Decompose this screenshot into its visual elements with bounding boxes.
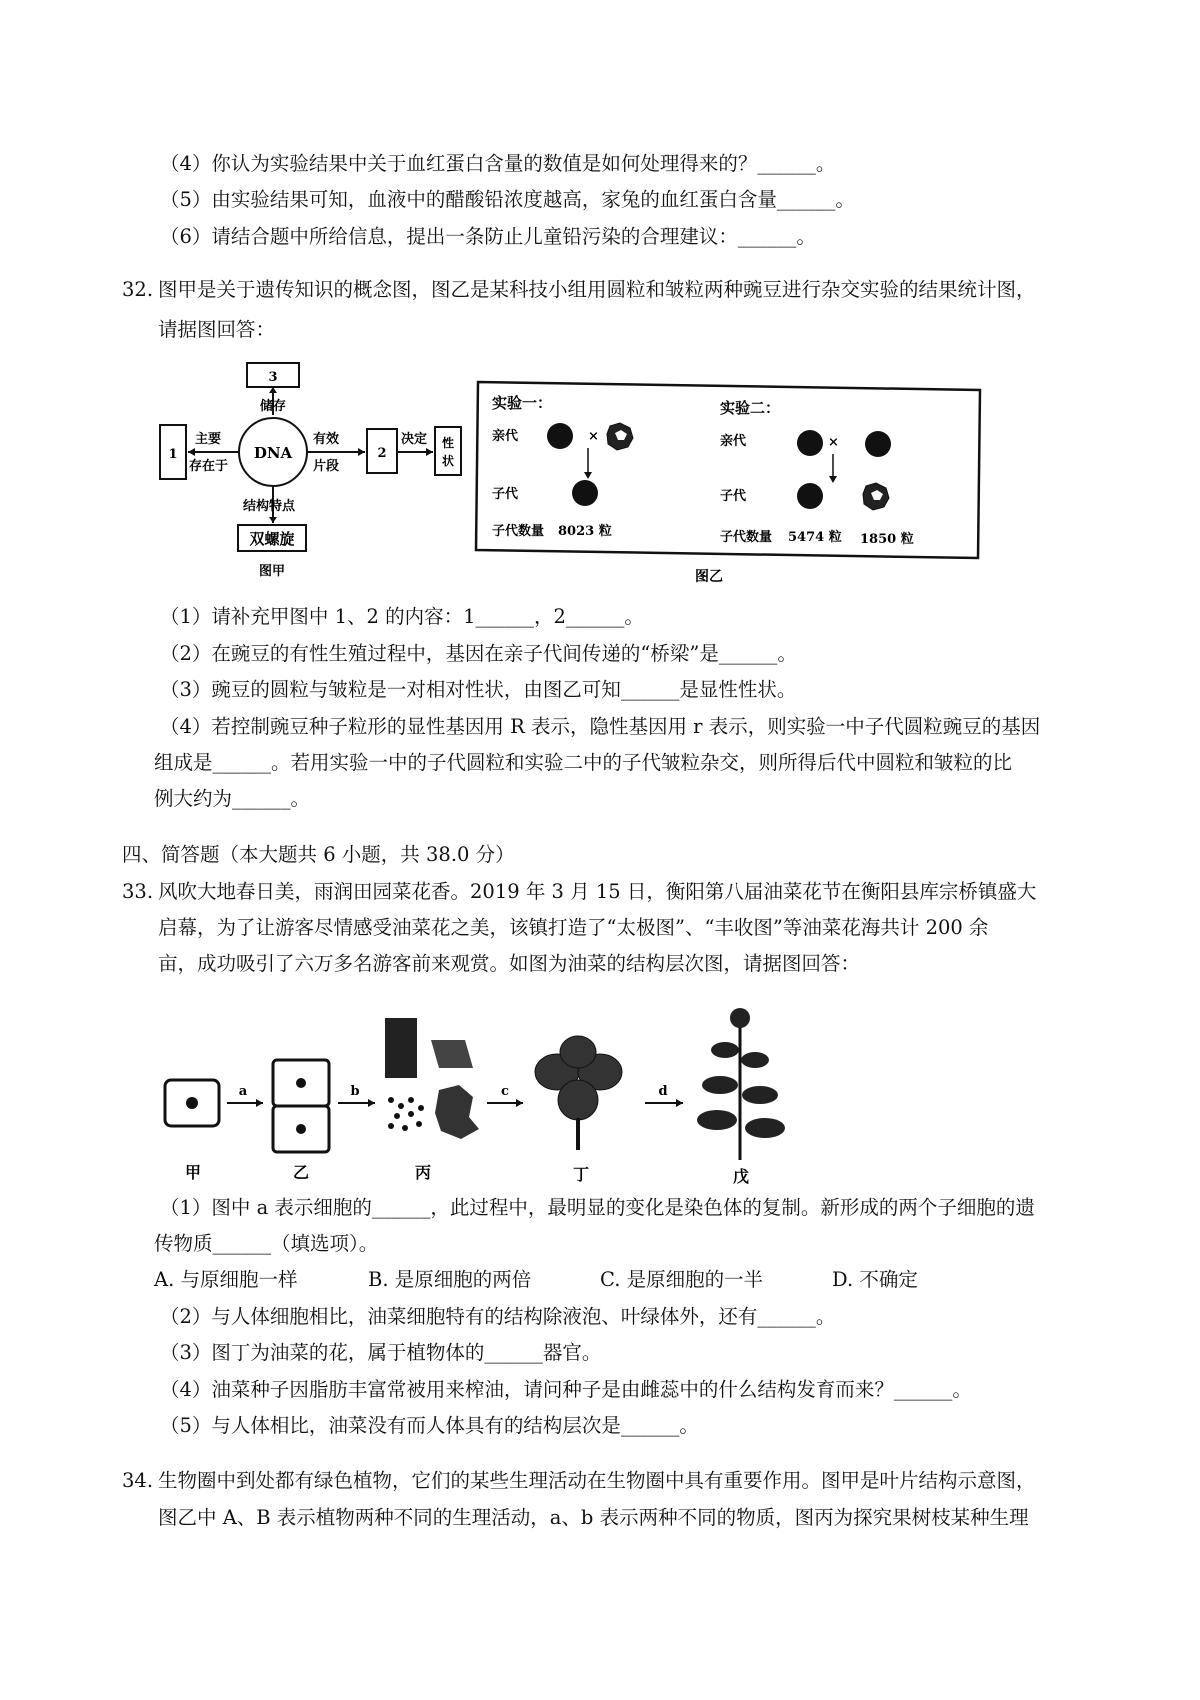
exp2-count-round: 5474 粒 xyxy=(788,530,842,545)
round-pea-icon xyxy=(797,430,823,456)
q33-number: 33. xyxy=(122,880,154,903)
label-store: 储存 xyxy=(260,399,287,414)
exp2-parent-label: 亲代 xyxy=(720,434,747,449)
exp1-cross: × xyxy=(588,429,599,444)
figure-yi-caption: 图乙 xyxy=(695,569,723,585)
q32-sub4-line1: （4）若控制豌豆种子粒形的显性基因用 R 表示，隐性基因用 r 表示，则实验一中子代圆粒豌豆的基因 xyxy=(160,715,1041,738)
arrow-b-label: b xyxy=(350,1084,360,1099)
option-a: A. 与原细胞一样 xyxy=(154,1268,298,1291)
option-c: C. 是原细胞的一半 xyxy=(600,1268,764,1291)
label-structure: 结构特点 xyxy=(243,499,296,514)
option-b: B. 是原细胞的两倍 xyxy=(368,1268,532,1291)
exp1-parent-label: 亲代 xyxy=(492,429,519,444)
figure-jia-caption: 图甲 xyxy=(258,564,286,579)
exp2-cross: × xyxy=(828,435,839,450)
exp1-count-label: 子代数量 xyxy=(492,524,545,539)
q31-sub4: （4）你认为实验结果中关于血红蛋白含量的数值是如何处理得来的？______。 xyxy=(160,152,836,175)
tissue-icon xyxy=(385,1018,417,1078)
exp2-child-label: 子代 xyxy=(720,489,747,504)
arrow-a-label: a xyxy=(238,1084,248,1099)
label-exists-in: 存在于 xyxy=(189,459,229,474)
q32-sub2: （2）在豌豆的有性生殖过程中，基因在亲子代间传递的“桥梁”是______。 xyxy=(160,642,797,665)
q33-stem-line1: 风吹大地春日美，雨润田园菜花香。2019 年 3 月 15 日，衡阳第八届油菜花节在衡阳县库宗桥镇盛大 xyxy=(158,880,1037,903)
q32-sub1: （1）请补充甲图中 1、2 的内容：1______，2______。 xyxy=(160,605,644,628)
box-3-label: 3 xyxy=(268,370,278,385)
round-pea-icon xyxy=(572,480,598,506)
round-pea-icon xyxy=(797,483,823,509)
label-decide: 决定 xyxy=(401,432,428,447)
plant-icon xyxy=(697,1008,785,1160)
arrow-c-label: c xyxy=(501,1084,509,1099)
q33-sub2: （2）与人体细胞相比，油菜细胞特有的结构除液泡、叶绿体外，还有______。 xyxy=(160,1305,836,1328)
label-effective: 有效 xyxy=(313,432,340,447)
q33-options xyxy=(154,1268,918,1292)
exp1-child-label: 子代 xyxy=(492,487,519,502)
label-yi: 乙 xyxy=(293,1163,310,1182)
plant-structure-figure xyxy=(155,1000,855,1185)
q33-stem-line3: 亩，成功吸引了六万多名游客前来观赏。如图为油菜的结构层次图，请据图回答： xyxy=(158,952,861,975)
q32-stem-line2: 请据图回答： xyxy=(158,318,276,341)
label-segment: 片段 xyxy=(313,459,340,474)
label-wu: 戊 xyxy=(733,1167,750,1185)
q34-stem-line2: 图乙中 A、B 表示植物两种不同的生理活动，a、b 表示两种不同的物质，图丙为探究果树枝某种生理 xyxy=(158,1506,1029,1529)
label-mainly: 主要 xyxy=(195,432,222,447)
q33-sub3: （3）图丁为油菜的花，属于植物体的______器官。 xyxy=(160,1341,602,1364)
flower-icon xyxy=(535,1036,622,1120)
q34-number: 34. xyxy=(122,1469,154,1492)
section-heading: 四、简答题（本大题共 6 小题，共 38.0 分） xyxy=(122,843,515,866)
dna-label: DNA xyxy=(253,444,293,462)
option-d: D. 不确定 xyxy=(832,1268,918,1291)
q32-stem-line1: 图甲是关于遗传知识的概念图，图乙是某科技小组用圆粒和皱粒两种豌豆进行杂交实验的结果统计图， xyxy=(158,278,1036,301)
exp1-count-round: 8023 粒 xyxy=(558,524,612,539)
q32-number: 32. xyxy=(122,278,154,301)
q33-sub1-line2: 传物质______（填选项）。 xyxy=(154,1232,379,1255)
arrow-d-label: d xyxy=(658,1084,668,1099)
q32-sub3: （3）豌豆的圆粒与皱粒是一对相对性状，由图乙可知______是显性性状。 xyxy=(160,678,797,701)
q33-sub5: （5）与人体相比，油菜没有而人体具有的结构层次是______。 xyxy=(160,1414,699,1437)
concept-map-figure xyxy=(155,355,465,585)
cross-experiment-figure xyxy=(470,378,990,588)
q33-stem-line2: 启幕，为了让游客尽情感受油菜花之美，该镇打造了“太极图”、“丰收图”等油菜花海共计 200 余 xyxy=(158,916,989,939)
label-bing: 丙 xyxy=(415,1163,432,1182)
q33-sub1-line1: （1）图中 a 表示细胞的______，此过程中，最明显的变化是染色体的复制。新形成的两个子细胞的遗 xyxy=(160,1196,1035,1219)
round-pea-icon xyxy=(547,423,573,449)
exp1-title: 实验一： xyxy=(492,394,553,412)
exp2-title: 实验二： xyxy=(720,399,781,417)
q31-sub5: （5）由实验结果可知，血液中的醋酸铅浓度越高，家兔的血红蛋白含量______。 xyxy=(160,188,855,211)
double-helix-label: 双螺旋 xyxy=(249,530,295,548)
exp2-count-label: 子代数量 xyxy=(720,530,773,545)
q31-sub6: （6）请结合题中所给信息，提出一条防止儿童铅污染的合理建议：______。 xyxy=(160,225,816,248)
q32-sub4-line2: 组成是______。若用实验一中的子代圆粒和实验二中的子代皱粒杂交，则所得后代中圆粒和皱粒的比 xyxy=(154,751,1013,774)
exp2-count-wrinkled: 1850 粒 xyxy=(860,532,914,547)
box-1-label: 1 xyxy=(168,447,178,462)
box-2-label: 2 xyxy=(377,446,387,461)
label-ding: 丁 xyxy=(573,1165,590,1184)
q34-stem-line1: 生物圈中到处都有绿色植物，它们的某些生理活动在生物圈中具有重要作用。图甲是叶片结构示意图， xyxy=(158,1469,1036,1492)
trait-label: 性状 xyxy=(441,436,455,468)
label-jia: 甲 xyxy=(185,1163,202,1182)
q33-sub4: （4）油菜种子因脂肪丰富常被用来榨油，请问种子是由雌蕊中的什么结构发育而来？______。 xyxy=(160,1378,972,1401)
round-pea-icon xyxy=(865,431,891,457)
q32-sub4-line3: 例大约为______。 xyxy=(154,787,311,810)
